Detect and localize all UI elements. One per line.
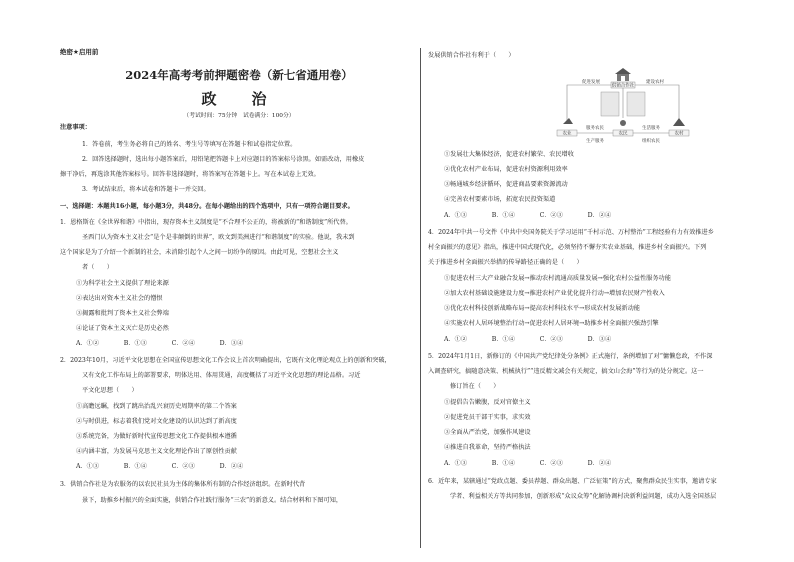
left-node-label: 农业 bbox=[562, 131, 572, 137]
q3-stem: 景下，助推乡村振兴的全面实施，供销合作社践行服务“三农”的新意义。结合材料和下图可知， bbox=[82, 497, 343, 504]
q4-option: ②加大农村基础设施建设力度→推进农村产业优化提升行动→增加农民财产性收入 bbox=[444, 290, 665, 297]
q1-choices: A．①② B．①③ C．②④ D．③④ bbox=[76, 340, 244, 347]
q3-stem: 3．供销合作社是为农服务的以农民社员为主体的集体所有制的合作经济组织。在新时代背 bbox=[60, 481, 306, 488]
label-build: 建设农村 bbox=[646, 80, 664, 85]
agriculture-icon bbox=[563, 118, 573, 124]
q4-option: ④实施农村人居环境整治行动→促进农村人居环境→助推乡村全面振兴强劲引擎 bbox=[444, 320, 659, 327]
q2-option: ③系统完备，为做好新时代宣传思想文化工作提供根本遵循 bbox=[76, 433, 237, 440]
column-divider bbox=[420, 48, 421, 548]
notice-item: 擦干净后，再选涂其他答案标号。回答非选择题时，将答案写在答题卡上。写在本试卷上无效。 bbox=[60, 171, 320, 178]
label-serve-farmers: 服务农民 bbox=[586, 126, 604, 131]
center-node-label: 农民 bbox=[618, 131, 628, 137]
q3-choices: A．①③ B．①④ C．②③ D．②④ bbox=[444, 212, 612, 219]
q4-choices: A．①② B．①④ C．②③ D．③④ bbox=[444, 336, 612, 343]
q2-stem: 平文化思想（ ） bbox=[82, 387, 138, 394]
q4-option: ③优化农村科技创新战略布局→提高农村科技水平→形成农村发展新动能 bbox=[444, 305, 640, 312]
right-node-label: 农村 bbox=[674, 131, 684, 137]
q5-option: ①提倡告告嫩腹，反对官僚主义 bbox=[444, 399, 531, 406]
q2-stem: 又有文化工作布局上的部署要求，明体达用、体用贯通，高度概括了习近平文化思想的理论品格。习近 bbox=[82, 372, 361, 379]
q1-stem: 这个国家是为了介绍一个新制的社会，未消除引起个人之间一切纷争的原因。由此可见，空想社会主义 bbox=[60, 249, 339, 256]
q2-stem: 2．2023年10月，习近平文化思想在全国宣传思想文化工作会议上首次明确提出，它既有文化理论观点上的创新和突破， bbox=[60, 357, 391, 364]
secret-mark: 绝密★启用前 bbox=[60, 48, 99, 56]
label-promote: 促进发展 bbox=[582, 80, 600, 85]
q1-option: ③揭露和批判了资本主义社会弊端 bbox=[76, 310, 169, 317]
exam-title: 2024年高考考前押题密卷（新七省通用卷） bbox=[125, 68, 353, 82]
q3-stem-cont: 发展供销合作社有利于（ ） bbox=[428, 52, 515, 59]
q6-stem: 学者、利益相关方等共同参加，创新形成“众议众筹”化解协调村决新利益问题，成功入选全国基层 bbox=[450, 493, 717, 500]
label-life-service: 生活服务 bbox=[642, 126, 660, 131]
q2-choices: A．①③ B．①④ C．②③ D．②④ bbox=[76, 463, 244, 470]
info-block-right bbox=[627, 92, 645, 116]
section-heading: 一、选择题：本题共16小题，每小题3分，共48分。在每小题给出的四个选项中，只有一项符合题目要求。 bbox=[60, 203, 354, 210]
q5-option: ③全面从严治党，加强作风建设 bbox=[444, 429, 531, 436]
q2-option: ②与时俱进，标志着我们党对文化建设的认识达到了新高度 bbox=[76, 418, 237, 425]
label-organize-farmers: 组织农民 bbox=[642, 139, 660, 144]
label-production-service: 生产服务 bbox=[586, 139, 604, 144]
q1-stem: 圣西门认为资本主义社会“是个是非颠倒的世界”，欧文到美洲进行“和谐制度”的实验。他说，我未到 bbox=[82, 234, 355, 241]
notice-item: 2．回答选择题时，选出每小题答案后，用铅笔把答题卡上对应题目的答案标号涂黑。如需改动，用橡皮 bbox=[82, 156, 365, 163]
q1-stem: 1．恩格斯在《全世界和谐》中指出，现存资本主义制度是“不合理不公正的，将被新的“和谐制度”所代替。 bbox=[60, 219, 352, 226]
q3-option: ④完善农村要素市场，拓宽农民投资渠道 bbox=[444, 196, 556, 203]
q5-stem: 5．2024年1月1日，新修订的《中国共产党纪律处分条例》正式施行，条例增加了对“慵懒怠政，不作深 bbox=[428, 353, 713, 360]
q5-choices: A．①③ B．①④ C．②③ D．②④ bbox=[444, 460, 612, 467]
notice-item: 1．答卷前，考生务必将自己的姓名、考生号等填写在答题卡和试卷指定位置。 bbox=[82, 141, 297, 148]
right-column bbox=[428, 0, 783, 562]
q1-option: ②表达出对资本主义社会的憎恨 bbox=[76, 295, 163, 302]
q5-stem: 入调查研究，搞随意决策、机械执行”“违反精文减会有关规定，搞文山会海”等行为的处分规定。这一 bbox=[428, 368, 704, 375]
q3-option: ②优化农村产业布局，促进农村资源利用效率 bbox=[444, 166, 568, 173]
q4-stem: 关于推进乡村全面振兴举措的传导路径正确的是（ ） bbox=[428, 259, 583, 266]
subject-title: 政 治 bbox=[201, 90, 277, 108]
farmer-icon bbox=[620, 120, 626, 126]
cooperative-diagram bbox=[533, 66, 713, 148]
q4-stem: 4．2024年中共一号文件《中共中央国务院关于学习运用“千村示范、万村整治”工程经验有力有效推进乡 bbox=[428, 229, 714, 236]
q1-stem: 者（ ） bbox=[82, 264, 113, 271]
notice-heading: 注意事项： bbox=[60, 124, 91, 131]
q5-option: ②促进党员干部干实事，求实效 bbox=[444, 414, 531, 421]
q4-option: ①促进农村三大产业融合发展→推动农村流通高质量发展→强化农村公益性服务功能 bbox=[444, 275, 671, 282]
q2-option: ④内涵丰富，为发展马克思主义文化理论作出了原创性贡献 bbox=[76, 448, 237, 455]
q4-stem: 村全面振兴的意见》指出，推进中国式现代化，必须坚持不懈夯实农业基础，推进乡村全面振兴。下列 bbox=[428, 244, 707, 251]
q5-stem: 修订旨在（ ） bbox=[450, 383, 500, 390]
info-block-left bbox=[601, 92, 619, 116]
village-icon bbox=[673, 118, 685, 126]
top-node-label: 供销合作社 bbox=[611, 83, 635, 89]
q5-option: ④推进自我革命，坚持严格执法 bbox=[444, 444, 531, 451]
q1-option: ①为科学社会主义提供了理论来源 bbox=[76, 280, 169, 287]
left-column bbox=[60, 0, 418, 562]
q3-option: ③畅通城乡经济循环，促进商品要素资源流动 bbox=[444, 181, 568, 188]
q1-option: ④论证了资本主义灭亡是历史必然 bbox=[76, 325, 169, 332]
cooperative-house-icon bbox=[615, 68, 631, 81]
notice-item: 3．考试结束后，将本试卷和答题卡一并交回。 bbox=[82, 186, 210, 193]
q3-option: ①发展壮大集体经济，促进农村繁荣、农民增收 bbox=[444, 151, 574, 158]
exam-meta: （考试时间：75分钟 试卷满分：100分） bbox=[183, 113, 295, 119]
q2-option: ①高瞻远瞩，找到了跳出治乱兴衰历史周期率的第二个答案 bbox=[76, 403, 237, 410]
q6-stem: 6．近年来，某辖通过“党政点题、委员荐题、群众出题、广泛征策”的方式，聚焦群众民生实事，邀请专家 bbox=[428, 478, 717, 485]
